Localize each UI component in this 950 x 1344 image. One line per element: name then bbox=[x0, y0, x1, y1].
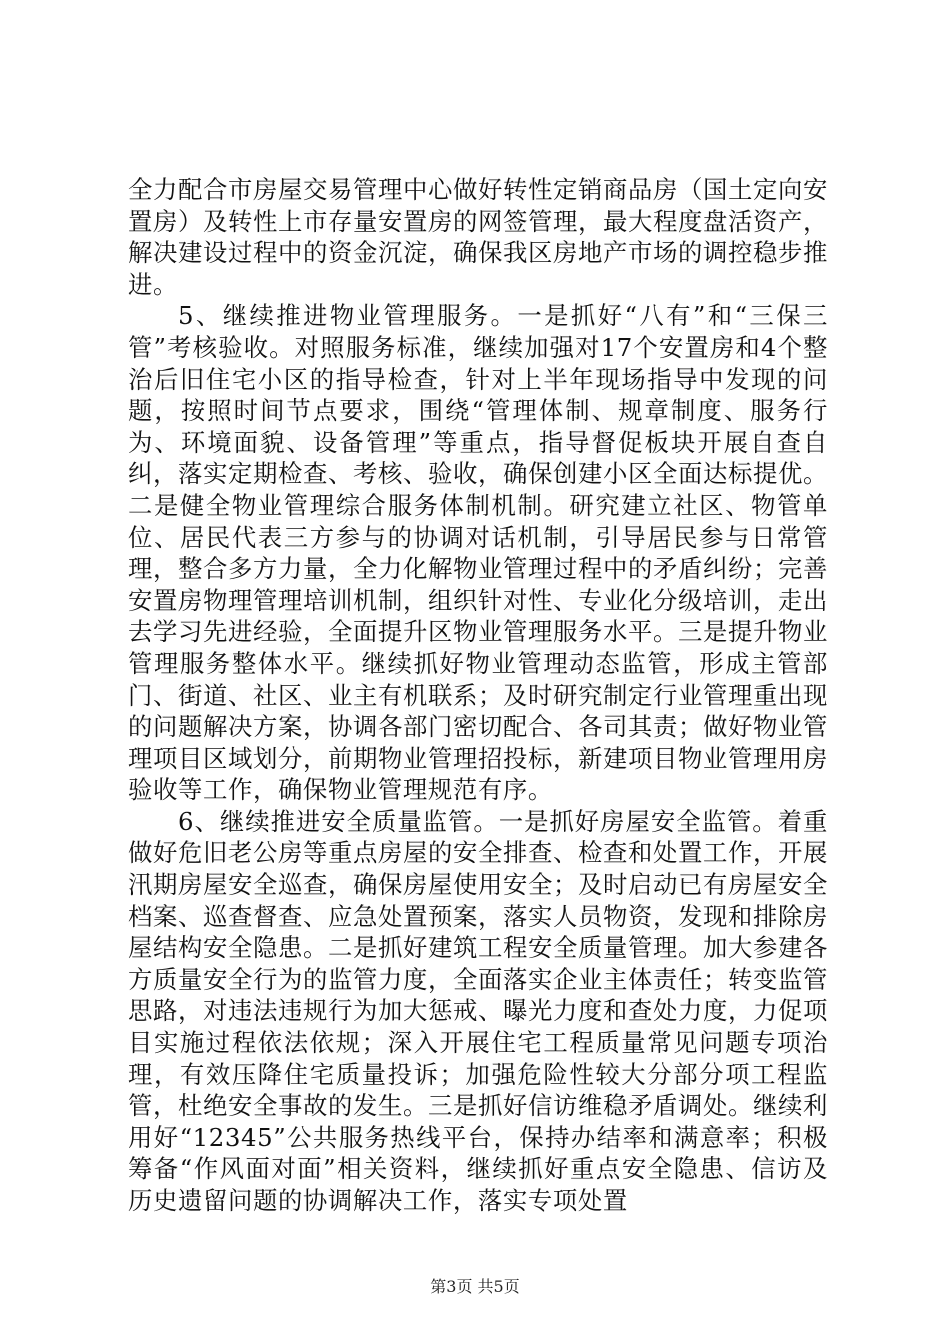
paragraph-continuation: 全力配合市房屋交易管理中心做好转性定销商品房（国土定向安置房）及转性上市存量安置房的网签管理，最大程度盘活资产，解决建设过程中的资金沉淀，确保我区房地产市场的调控稳步推进。 bbox=[128, 175, 828, 299]
document-body bbox=[128, 174, 828, 1217]
paragraph-safety-quality: 6、继续推进安全质量监管。一是抓好房屋安全监管。着重做好危旧老公房等重点房屋的安全排查、检查和处置工作，开展汛期房屋安全巡查，确保房屋使用安全；及时启动已有房屋安全档案、巡查督查、应急处置预案，落实人员物资，发现和排除房屋结构安全隐患。二是抓好建筑工程安全质量管理。加大参建各方质量安全行为的监管力度，全面落实企业主体责任；转变监管思路，对违法违规行为加大惩戒、曝光力度和查处力度，力促项目实施过程依法依规；深入开展住宅工程质量常见问题专项治理，有效压降住宅质量投诉；加强危险性较大分部分项工程监管，杜绝安全事故的发生。三是抓好信访维稳矛盾调处。继续利用好“12345”公共服务热线平台，保持办结率和满意率；积极筹备“作风面对面”相关资料，继续抓好重点安全隐患、信访及历史遗留问题的协调解决工作，落实专项处置 bbox=[128, 806, 828, 1215]
paragraph-property-management: 5、继续推进物业管理服务。一是抓好“八有”和“三保三管”考核验收。对照服务标准，继续加强对17个安置房和4个整治后旧住宅小区的指导检查，针对上半年现场指导中发现的问题，按照时间节点要求，围绕“管理体制、规章制度、服务行为、环境面貌、设备管理”等重点，指导督促板块开展自查自纠，落实定期检查、考核、验收，确保创建小区全面达标提优。二是健全物业管理综合服务体制机制。研究建立社区、物管单位、居民代表三方参与的协调对话机制，引导居民参与日常管理，整合多方力量，全力化解物业管理过程中的矛盾纠纷；完善安置房物理管理培训机制，组织针对性、专业化分级培训，走出去学习先进经验，全面提升区物业管理服务水平。三是提升物业管理服务整体水平。继续抓好物业管理动态监管，形成主管部门、街道、社区、业主有机联系；及时研究制定行业管理重出现的问题解决方案，协调各部门密切配合、各司其责；做好物业管理项目区域划分，前期物业管理招投标，新建项目物业管理用房验收等工作，确保物业管理规范有序。 bbox=[128, 301, 828, 805]
page-footer: 第3页 共5页 bbox=[430, 1277, 520, 1296]
